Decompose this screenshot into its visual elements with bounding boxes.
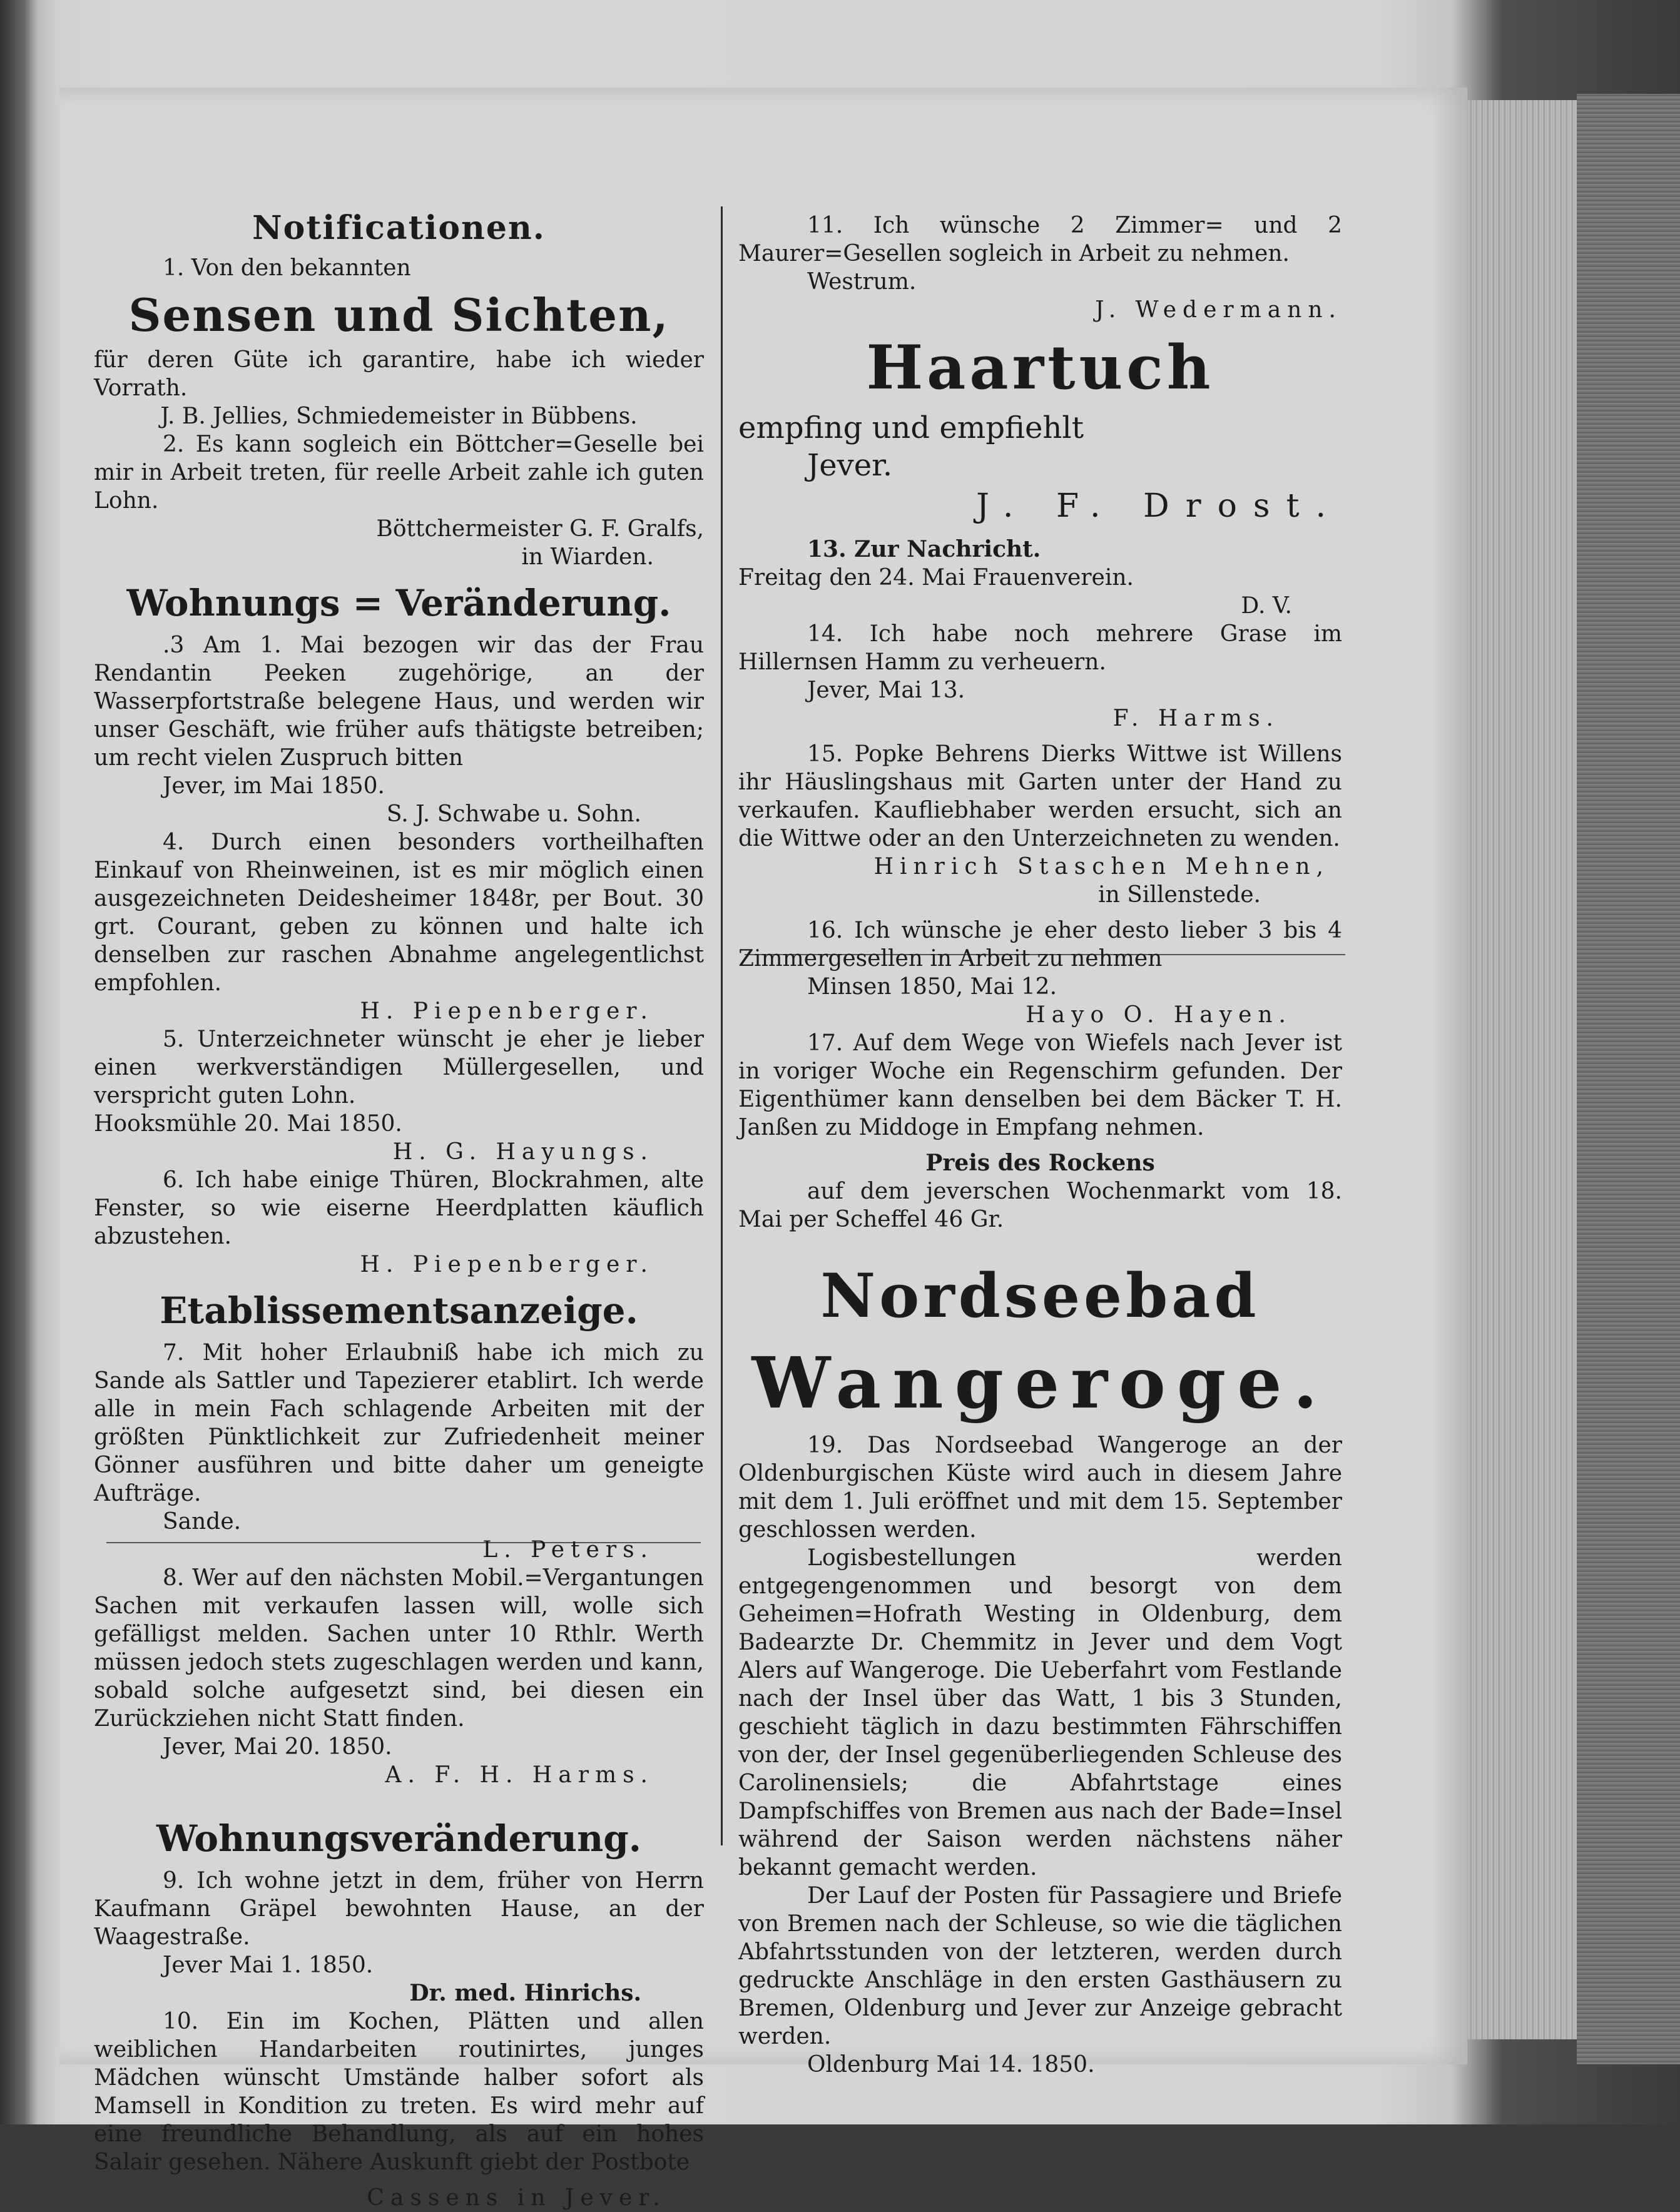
notice-8-signature: A. F. H. Harms. xyxy=(385,1762,654,1788)
notice-14-text: 14. Ich habe noch mehrere Grase im Hillernsen Hamm zu verheuern. xyxy=(738,621,1342,675)
notice-2-signature: Böttchermeister G. F. Gralfs, xyxy=(376,516,704,542)
notice-8-text: 8. Wer auf den nächsten Mobil.=Vergantungen Sachen mit verkaufen lassen will, wolle sich gefälligst melden. Sachen unter 10 Rthlr. Werth müssen jedoch stets zugeschlagen werden und kann, sobald solche aufgesetzt sind, bei diesen ein Zurückziehen nicht Statt finden. xyxy=(94,1565,704,1732)
grain-price-title: Preis des Rockens xyxy=(925,1150,1155,1176)
column-divider xyxy=(721,206,723,1845)
notice-19-paragraph-3: Der Lauf der Posten für Passagiere und Briefe von Bremen nach der Schleuse, so wie die täglichen Abfahrtsstunden von der letzteren, werden durch gedruckte Anschläge in den ersten Gasthäusern zu Bremen, Oldenburg und Jever zur Anzeige gebracht werden. xyxy=(738,1883,1342,2049)
notice-19-paragraph-1: 19. Das Nordseebad Wangeroge an der Oldenburgischen Küste wird auch in diesem Jahre mit dem 1. Juli eröffnet und mit dem 15. September geschlossen werden. xyxy=(738,1433,1342,1543)
notice-6-text: 6. Ich habe einige Thüren, Blockrahmen, alte Fenster, so wie eiserne Heerdplatten käuflich abzustehen. xyxy=(94,1167,704,1249)
book-cover xyxy=(1577,94,1680,2064)
grain-price-text: auf dem jeverschen Wochenmarkt vom 18. Mai per Scheffel 46 Gr. xyxy=(738,1179,1342,1232)
notice-13-title: 13. Zur Nachricht. xyxy=(807,536,1041,562)
notice-3-signature: S. J. Schwabe u. Sohn. xyxy=(386,801,641,827)
notice-2-place: in Wiarden. xyxy=(521,544,654,570)
notice-14-signature: F. Harms. xyxy=(1112,706,1280,731)
notice-19-paragraph-2: Logisbestellungen werden entgegengenommen und besorgt von dem Geheimen=Hofrath Westing in Oldenburg, dem Badearzte Dr. Chemmitz in Jever und dem Vogt Alers auf Wangeroge. Die Ueberfahrt vom Festlande nach der Insel über das Watt, 1 bis 3 Stunden, geschieht täglich in dazu bestimmten Fährschiffen von der, der Insel gegenüberliegenden Schleuse des Carolinensiels; die Abfahrtstage eines Dampfschiffes von Bremen aus nach der Bade=Insel während der Saison werden nächstens näher bekannt gemacht werden. xyxy=(738,1545,1342,1880)
notice-13-signature: D. V. xyxy=(1241,593,1292,619)
notice-11-place: Westrum. xyxy=(807,269,917,295)
notice-1-signature: J. B. Jellies, Schmiedemeister in Bübbens. xyxy=(160,403,638,429)
notice-12-text: empfing und empfiehlt xyxy=(738,410,1084,445)
notice-5-date: Hooksmühle 20. Mai 1850. xyxy=(94,1111,402,1137)
notice-4-signature: H. Piepenberger. xyxy=(360,998,654,1024)
notice-8-date: Jever, Mai 20. 1850. xyxy=(163,1734,392,1760)
notice-3-text: .3 Am 1. Mai bezogen wir das der Frau Rendantin Peeken zugehörige, an der Wasserpfortstraße belegene Haus, und werden wir unser Geschäft, wie früher aufs thätigste betreiben; um recht vielen Zuspruch bitten xyxy=(94,632,704,771)
notice-12-signature: J. F. Drost. xyxy=(976,487,1342,525)
notice-7-heading: Etablissementsanzeige. xyxy=(160,1289,638,1332)
notice-9-heading: Wohnungsveränderung. xyxy=(156,1817,641,1860)
notice-7-text: 7. Mit hoher Erlaubniß habe ich mich zu Sande als Sattler und Tapezierer etablirt. Ich werde alle in mein Fach schlagende Arbeiten mit der größten Pünktlichkeit zur Zufriedenheit meiner Gönner ausführen und bitte daher um geneigte Aufträge. xyxy=(94,1340,704,1506)
notice-5-signature: H. G. Hayungs. xyxy=(392,1139,654,1165)
notice-10-text: 10. Ein im Kochen, Plätten und allen weiblichen Handarbeiten routinirtes, junges Mädchen wünscht Umstände halber sofort als Mamsell in Kondition zu treten. Es wird mehr auf eine freundliche Behandlung, als auf ein hohes Salair gesehen. Nähere Auskunft giebt der Postbote xyxy=(94,2009,704,2175)
notice-17-text: 17. Auf dem Wege von Wiefels nach Jever ist in voriger Woche ein Regenschirm gefunden. Der Eigenthümer kann denselben bei dem Bäcker T. H. Janßen zu Middoge in Empfang nehmen. xyxy=(738,1030,1342,1140)
notice-3-heading: Wohnungs = Veränderung. xyxy=(126,582,671,624)
notice-2-text: 2. Es kann sogleich ein Böttcher=Geselle bei mir in Arbeit treten, für reelle Arbeit zahle ich guten Lohn. xyxy=(94,432,704,514)
notice-16-signature: Hayo O. Hayen. xyxy=(1026,1002,1292,1028)
notice-9-signature: Dr. med. Hinrichs. xyxy=(409,1980,641,2006)
notice-15-signature: Hinrich Staschen Mehnen, xyxy=(873,854,1330,880)
notice-14-date: Jever, Mai 13. xyxy=(807,677,965,703)
notice-19-heading-2: Wangeroge. xyxy=(751,1342,1329,1424)
right-column xyxy=(738,200,1342,2079)
notice-1-text: für deren Güte ich garantire, habe ich wieder Vorrath. xyxy=(94,347,704,401)
notice-16-date: Minsen 1850, Mai 12. xyxy=(807,974,1057,1000)
notice-19-date: Oldenburg Mai 14. 1850. xyxy=(807,2052,1095,2078)
notice-11-text: 11. Ich wünsche 2 Zimmer= und 2 Maurer=Gesellen sogleich in Arbeit zu nehmen. xyxy=(738,213,1342,266)
notice-9-date: Jever Mai 1. 1850. xyxy=(163,1952,374,1978)
notice-5-text: 5. Unterzeichneter wünscht je eher je lieber einen werkverständigen Müllergesellen, und verspricht guten Lohn. xyxy=(94,1027,704,1109)
notice-16-text: 16. Ich wünsche je eher desto lieber 3 bis 4 Zimmergesellen in Arbeit zu nehmen xyxy=(738,918,1342,972)
left-column xyxy=(94,200,704,2212)
notice-3-date: Jever, im Mai 1850. xyxy=(163,773,385,799)
notice-10-signature: Cassens in Jever. xyxy=(367,2185,666,2211)
notice-15-text: 15. Popke Behrens Dierks Wittwe ist Willens ihr Häuslingshaus mit Garten unter der Hand zu verkaufen. Kaufliebhaber werden ersucht, sich an die Wittwe oder an den Unterzeichneten zu wenden. xyxy=(738,741,1342,851)
notice-7-place: Sande. xyxy=(163,1509,242,1535)
notice-11-signature: J. Wedermann. xyxy=(1095,297,1342,323)
notice-15-place: in Sillenstede. xyxy=(1098,882,1261,908)
notice-4-text: 4. Durch einen besonders vortheilhaften Einkauf von Rheinweinen, ist es mir möglich einen ausgezeichneten Deidesheimer 1848r, per Bout. 30 grt. Courant, geben zu können und halte ich denselben zur raschen Abnahme angelegentlichst empfohlen. xyxy=(94,830,704,996)
notice-1-intro: 1. Von den bekannten xyxy=(163,255,411,281)
section-heading: Notificationen. xyxy=(252,209,546,247)
notice-9-text: 9. Ich wohne jetzt in dem, früher von Herrn Kaufmann Gräpel bewohnten Hause, an der Waagestraße. xyxy=(94,1868,704,1950)
notice-1-title: Sensen und Sichten, xyxy=(128,288,669,342)
notice-7-signature: L. Peters. xyxy=(482,1537,654,1563)
notice-6-signature: H. Piepenberger. xyxy=(360,1252,654,1277)
notice-12-place: Jever. xyxy=(807,448,893,483)
notice-13-text: Freitag den 24. Mai Frauenverein. xyxy=(738,565,1134,591)
notice-12-heading: Haartuch xyxy=(866,332,1214,403)
notice-19-heading-1: Nordseebad xyxy=(820,1261,1260,1331)
